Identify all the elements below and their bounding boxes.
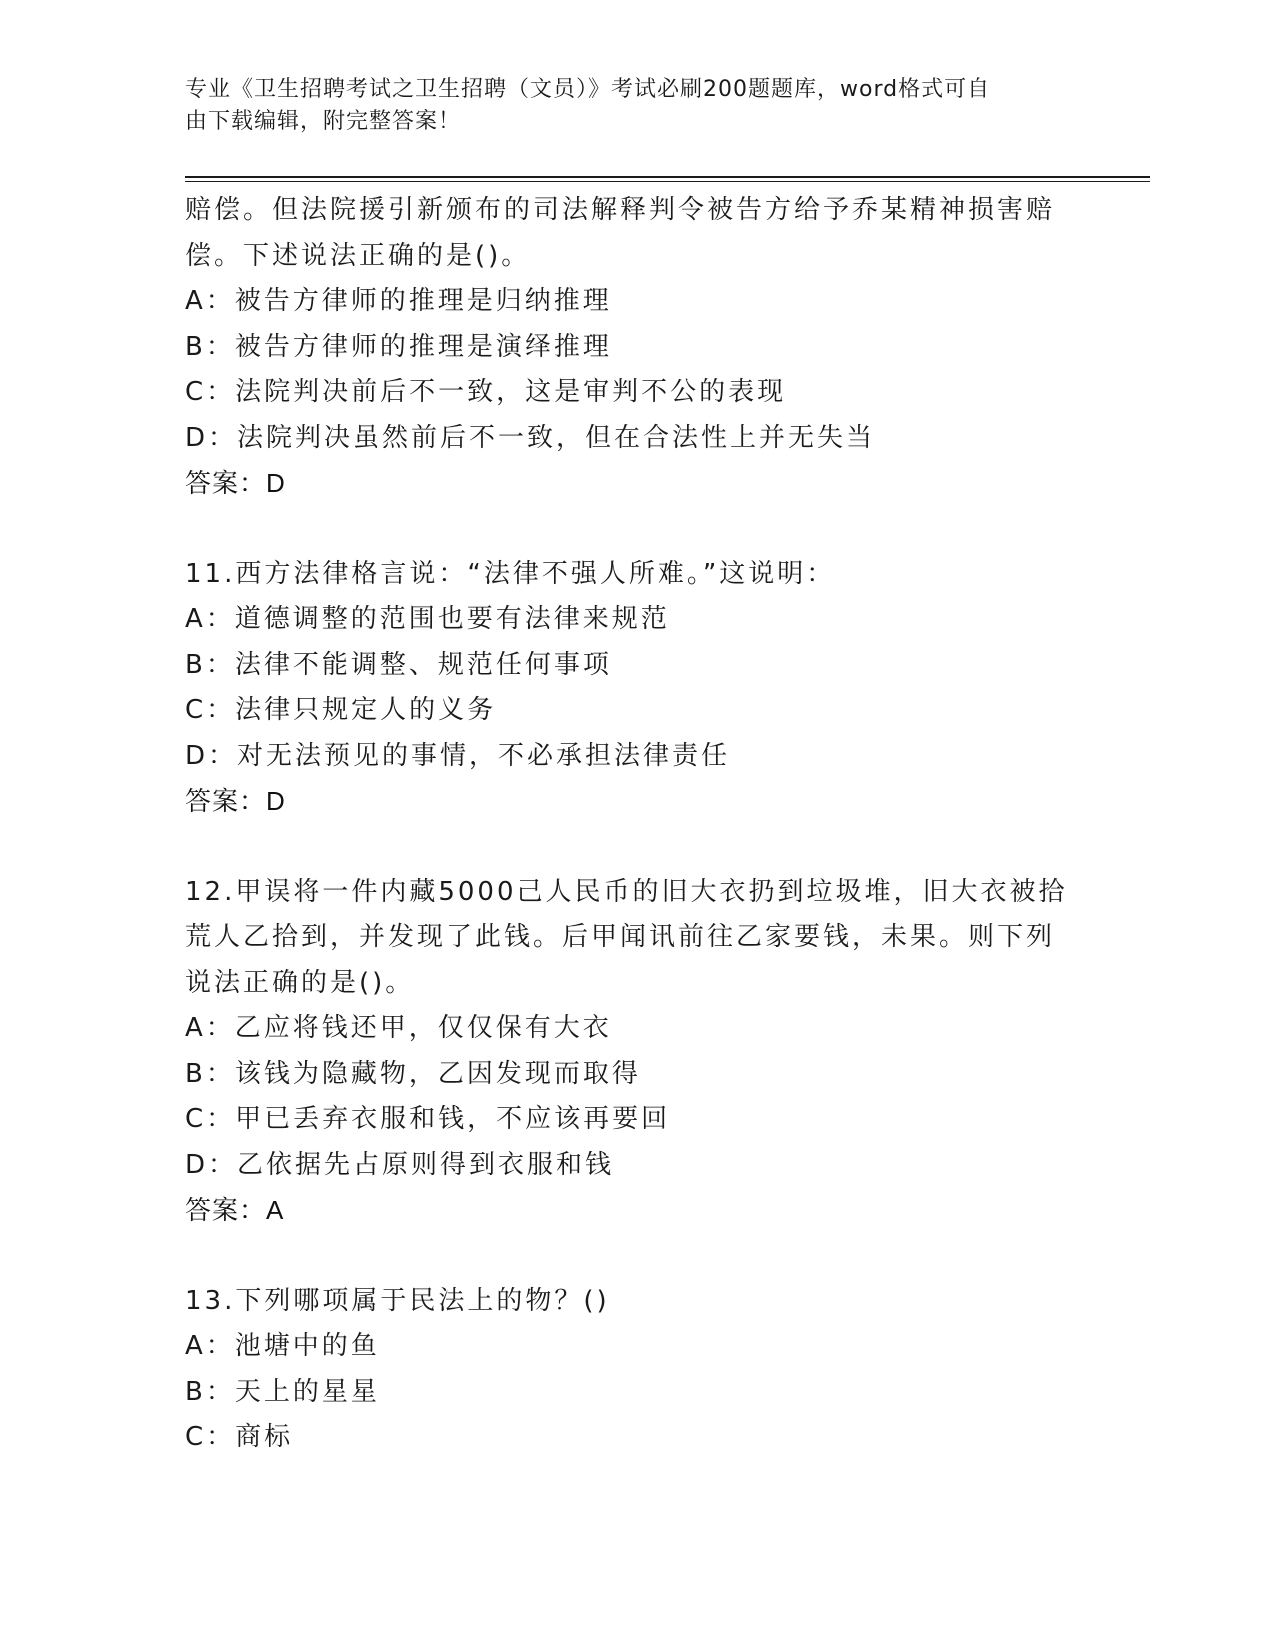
question-text-line: 13.下列哪项属于民法上的物？() [185,1285,610,1316]
option-c: C：商标 [185,1422,294,1452]
document-body [185,188,1085,1461]
question-text-line: 说法正确的是()。 [185,967,415,998]
option-b: B：被告方律师的推理是演绎推理 [185,331,612,362]
option-d: D：法院判决虽然前后不一致，但在合法性上并无失当 [185,422,876,453]
question-text-line: 偿。下述说法正确的是()。 [185,240,531,271]
question-text-line: 11.西方法律格言说：“法律不强人所难。”这说明： [185,558,836,589]
header-rule-thin [185,181,1150,182]
document-header [185,74,1065,138]
header-line-1: 专业《卫生招聘考试之卫生招聘（文员）》考试必刷200题题库，word格式可自 [185,77,991,102]
option-d: D：乙依据先占原则得到衣服和钱 [185,1149,615,1180]
option-b: B：法律不能调整、规范任何事项 [185,649,612,680]
option-c: C：甲已丢弃衣服和钱，不应该再要回 [185,1104,671,1134]
option-d: D：对无法预见的事情，不必承担法律责任 [185,740,731,771]
question-12 [185,870,1085,1234]
question-11 [185,552,1085,825]
spacer [185,1234,1085,1279]
answer-line: 答案：D [185,786,286,816]
question-text-line: 赔偿。但法院援引新颁布的司法解释判令被告方给予乔某精神损害赔 [185,195,1056,225]
question-10-continuation [185,188,1085,507]
option-a: A：道德调整的范围也要有法律来规范 [185,604,670,634]
header-line-2: 由下载编辑，附完整答案！ [185,109,462,134]
option-c: C：法院判决前后不一致，这是审判不公的表现 [185,377,787,407]
answer-line: 答案：A [185,1195,285,1225]
answer-line: 答案：D [185,468,286,498]
header-rule-thick [185,176,1150,178]
option-a: A：池塘中的鱼 [185,1331,380,1361]
option-b: B：天上的星星 [185,1376,380,1407]
spacer [185,825,1085,870]
spacer [185,507,1085,552]
question-text-line: 12.甲误将一件内藏5000己人民币的旧大衣扔到垃圾堆，旧大衣被拾 [185,876,1068,907]
option-b: B：该钱为隐藏物，乙因发现而取得 [185,1058,641,1089]
option-c: C：法律只规定人的义务 [185,695,497,725]
option-a: A：被告方律师的推理是归纳推理 [185,286,612,316]
option-a: A：乙应将钱还甲，仅仅保有大衣 [185,1013,612,1043]
question-text-line: 荒人乙拾到，并发现了此钱。后甲闻讯前往乙家要钱，未果。则下列 [185,922,1056,952]
question-13 [185,1279,1085,1461]
